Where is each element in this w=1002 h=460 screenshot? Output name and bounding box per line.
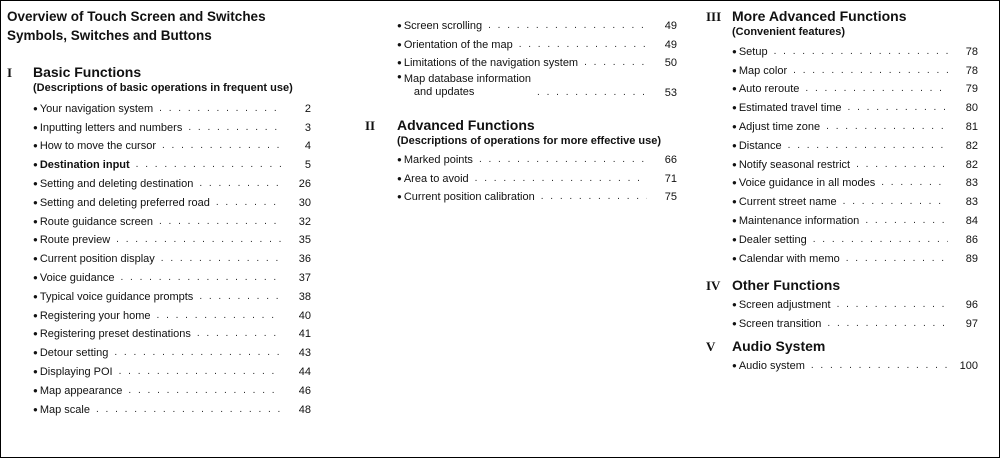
leader-dots (128, 385, 281, 397)
entry-label: Screen adjustment (738, 298, 831, 311)
entry-label: Audio system (738, 359, 805, 372)
toc-entry[interactable] (397, 32, 677, 51)
toc-entry[interactable] (33, 190, 311, 209)
bullet-icon: ● (732, 140, 737, 150)
entry-page: 86 (965, 233, 978, 246)
entry-page: 44 (298, 365, 311, 378)
bullet-icon: ● (33, 103, 38, 113)
section-subtitle: (Descriptions of basic operations in frequent use) (33, 82, 293, 94)
entry-page: 84 (965, 214, 978, 227)
toc-entry[interactable] (33, 115, 311, 134)
entry-page: 49 (664, 38, 677, 51)
entry-page: 100 (959, 359, 978, 372)
bullet-icon: ● (33, 235, 38, 245)
entry-page: 78 (965, 45, 978, 58)
bullet-icon: ● (732, 197, 737, 207)
leader-dots (788, 140, 948, 152)
toc-entry[interactable] (732, 133, 978, 152)
section-title: More Advanced Functions (732, 8, 907, 24)
bullet-icon: ● (33, 310, 38, 320)
section-basic (7, 64, 293, 95)
leader-dots (114, 347, 281, 359)
toc-entry[interactable] (33, 322, 311, 341)
section-title: Other Functions (732, 277, 841, 293)
toc-entry[interactable] (732, 152, 978, 171)
entry-label: Notify seasonal restrict (738, 158, 851, 171)
toc-entry[interactable] (732, 95, 978, 114)
bullet-icon: ● (33, 122, 38, 132)
entry-label: Estimated travel time (738, 102, 842, 115)
entry-label: Voice guidance in all modes (738, 177, 876, 190)
bullet-icon: ● (33, 272, 38, 282)
entry-label: Calendar with memo (738, 252, 840, 265)
entry-page: 75 (664, 191, 677, 204)
bullet-icon: ● (33, 366, 38, 376)
section-numeral: III (706, 9, 722, 24)
bullet-icon: ● (33, 141, 38, 151)
bullet-icon: ● (397, 58, 402, 68)
toc-entry[interactable] (33, 246, 311, 265)
leader-dots (162, 140, 281, 152)
entry-page: 96 (965, 298, 978, 311)
leader-dots (881, 177, 948, 189)
leader-dots (793, 65, 948, 77)
entry-page: 3 (304, 121, 311, 134)
toc-entry[interactable] (33, 284, 311, 303)
entry-page: 5 (304, 159, 311, 172)
entry-label: Route preview (39, 234, 111, 247)
entry-page: 83 (965, 177, 978, 190)
toc-entry[interactable] (732, 208, 978, 227)
bullet-icon: ● (33, 348, 38, 358)
bullet-icon: ● (732, 121, 737, 131)
entry-label: Map appearance (39, 384, 123, 397)
toc-entry[interactable] (732, 292, 978, 311)
toc-entry[interactable] (397, 69, 677, 99)
entry-label-line-1: Map database information (403, 73, 532, 86)
entry-page: 82 (965, 158, 978, 171)
entry-page: 32 (298, 215, 311, 228)
entry-page: 37 (298, 271, 311, 284)
entry-label: Current position display (39, 253, 155, 266)
basic-continued-list (397, 13, 677, 99)
toc-entry[interactable] (397, 166, 677, 185)
entry-label: Distance (738, 139, 782, 152)
section-heading (365, 117, 661, 134)
leader-dots (519, 39, 647, 51)
leader-dots (865, 215, 948, 227)
entry-page: 35 (298, 234, 311, 247)
section-numeral: IV (706, 278, 721, 293)
section-title: Advanced Functions (397, 117, 535, 133)
leader-dots (116, 234, 281, 246)
entry-label: Registering preset destinations (39, 328, 191, 341)
toc-entry[interactable] (33, 152, 311, 171)
entry-page: 38 (298, 290, 311, 303)
bullet-icon: ● (397, 173, 402, 183)
section-title: Basic Functions (33, 64, 142, 80)
bullet-icon: ● (397, 154, 402, 164)
toc-entry[interactable] (732, 77, 978, 96)
entry-label: Your navigation system (39, 102, 154, 115)
entry-label: Map scale (39, 403, 90, 416)
section-numeral: I (7, 65, 13, 80)
toc-entry[interactable] (33, 397, 311, 416)
bullet-icon: ● (732, 46, 737, 56)
leader-dots (837, 299, 948, 311)
leader-dots (157, 310, 281, 322)
more-advanced-items-list (732, 39, 978, 265)
entry-page: 36 (298, 253, 311, 266)
leader-dots (774, 46, 948, 58)
bullet-icon: ● (397, 39, 402, 49)
leader-dots (846, 253, 948, 265)
leader-dots (488, 20, 647, 32)
bullet-icon: ● (732, 215, 737, 225)
leader-dots (161, 253, 281, 265)
section-subtitle: (Descriptions of operations for more effective use) (397, 135, 662, 147)
leader-dots (188, 122, 281, 134)
entry-label: Screen scrolling (403, 19, 483, 32)
leader-dots (584, 57, 647, 69)
entry-page: 48 (298, 403, 311, 416)
leader-dots (197, 328, 281, 340)
bullet-icon: ● (732, 318, 737, 328)
leader-dots (199, 178, 281, 190)
entry-label: Destination input (39, 159, 130, 172)
bullet-icon: ● (397, 20, 402, 30)
entry-page: 4 (304, 140, 311, 153)
entry-label: Voice guidance (39, 271, 115, 284)
leader-dots (813, 234, 948, 246)
bullet-icon: ● (397, 192, 402, 202)
entry-label: Displaying POI (39, 365, 113, 378)
entry-label: Setting and deleting preferred road (39, 196, 210, 209)
entry-page: 30 (298, 196, 311, 209)
bullet-icon: ● (732, 65, 737, 75)
entry-label: Adjust time zone (738, 120, 821, 133)
entry-label: Orientation of the map (403, 38, 513, 51)
entry-label: Marked points (403, 153, 473, 166)
leader-dots (475, 173, 647, 185)
bullet-icon: ● (397, 72, 402, 82)
entry-label: Detour setting (39, 347, 109, 360)
toc-entry[interactable] (33, 171, 311, 190)
entry-label: Typical voice guidance prompts (39, 290, 194, 303)
leader-dots (537, 87, 647, 99)
header-line-2: Symbols, Switches and Buttons (7, 28, 212, 43)
entry-label-line-2: and updates (413, 86, 475, 99)
toc-entry[interactable] (397, 185, 677, 204)
leader-dots (856, 159, 948, 171)
toc-entry[interactable] (732, 171, 978, 190)
entry-page: 49 (664, 19, 677, 32)
entry-page: 41 (298, 328, 311, 341)
entry-label: Limitations of the navigation system (403, 57, 579, 70)
bullet-icon: ● (33, 291, 38, 301)
entry-page: 43 (298, 347, 311, 360)
entry-page: 26 (298, 177, 311, 190)
bullet-icon: ● (732, 103, 737, 113)
toc-entry[interactable] (33, 303, 311, 322)
entry-page: 66 (664, 153, 677, 166)
bullet-icon: ● (33, 329, 38, 339)
entry-page: 79 (965, 83, 978, 96)
leader-dots (136, 159, 281, 171)
toc-entry[interactable] (33, 340, 311, 359)
leader-dots (848, 102, 948, 114)
toc-entry[interactable] (397, 147, 677, 166)
bullet-icon: ● (732, 299, 737, 309)
toc-entry[interactable] (732, 58, 978, 77)
leader-dots (199, 291, 281, 303)
entry-page: 78 (965, 64, 978, 77)
entry-page: 40 (298, 309, 311, 322)
entry-label: Area to avoid (403, 172, 469, 185)
toc-entry[interactable] (33, 359, 311, 378)
bullet-icon: ● (732, 84, 737, 94)
leader-dots (843, 196, 948, 208)
entry-label: Current street name (738, 196, 837, 209)
entry-label: Map color (738, 64, 788, 77)
leader-dots (96, 404, 281, 416)
leader-dots (826, 121, 948, 133)
entry-label: Setup (738, 45, 768, 58)
entry-page: 71 (664, 172, 677, 185)
entry-page: 2 (304, 102, 311, 115)
section-more-advanced (706, 8, 907, 39)
entry-page: 83 (965, 196, 978, 209)
section-heading (7, 64, 293, 81)
entry-label: Auto reroute (738, 83, 800, 96)
bullet-icon: ● (732, 159, 737, 169)
entry-page: 53 (664, 87, 677, 100)
leader-dots (805, 83, 948, 95)
bullet-icon: ● (33, 178, 38, 188)
section-title: Audio System (732, 338, 826, 354)
entry-label: Dealer setting (738, 233, 807, 246)
entry-label: Maintenance information (738, 214, 860, 227)
entry-page: 80 (965, 102, 978, 115)
toc-entry[interactable] (732, 189, 978, 208)
entry-label: Screen transition (738, 317, 822, 330)
leader-dots (541, 191, 647, 203)
entry-page: 81 (965, 120, 978, 133)
toc-entry[interactable] (732, 311, 978, 330)
section-heading (706, 8, 907, 25)
toc-entry[interactable] (33, 134, 311, 153)
bullet-icon: ● (732, 360, 737, 370)
leader-dots (119, 366, 281, 378)
toc-entry[interactable] (33, 378, 311, 397)
toc-entry[interactable] (732, 39, 978, 58)
leader-dots (811, 360, 948, 372)
bullet-icon: ● (732, 253, 737, 263)
bullet-icon: ● (33, 160, 38, 170)
bullet-icon: ● (33, 197, 38, 207)
leader-dots (827, 318, 948, 330)
entry-label (404, 73, 531, 99)
bullet-icon: ● (33, 254, 38, 264)
bullet-icon: ● (33, 216, 38, 226)
toc-entry[interactable] (732, 353, 978, 372)
entry-page: 89 (965, 252, 978, 265)
leader-dots (159, 216, 281, 228)
leader-dots (159, 103, 281, 115)
section-numeral: II (365, 118, 376, 133)
toc-entry[interactable] (397, 13, 677, 32)
page-header (7, 7, 266, 45)
leader-dots (479, 154, 647, 166)
entry-label: How to move the cursor (39, 140, 156, 153)
other-items-list (732, 292, 978, 330)
toc-entry[interactable] (33, 265, 311, 284)
basic-items-list (33, 96, 311, 416)
toc-entry[interactable] (732, 246, 978, 265)
entry-page: 82 (965, 139, 978, 152)
section-advanced (365, 117, 661, 148)
entry-page: 97 (965, 317, 978, 330)
toc-entry[interactable] (33, 96, 311, 115)
toc-entry[interactable] (33, 209, 311, 228)
entry-label: Route guidance screen (39, 215, 153, 228)
entry-label: Setting and deleting destination (39, 177, 194, 190)
audio-items-list (732, 353, 978, 372)
section-subtitle: (Convenient features) (732, 26, 846, 38)
advanced-items-list (397, 147, 677, 203)
header-line-1: Overview of Touch Screen and Switches (7, 9, 266, 24)
toc-entry[interactable] (732, 227, 978, 246)
entry-label: Current position calibration (403, 191, 535, 204)
entry-page: 46 (298, 384, 311, 397)
bullet-icon: ● (33, 404, 38, 414)
entry-label: Registering your home (39, 309, 151, 322)
toc-entry[interactable] (397, 51, 677, 70)
toc-entry[interactable] (732, 114, 978, 133)
leader-dots (120, 272, 281, 284)
entry-page: 50 (664, 57, 677, 70)
leader-dots (216, 197, 281, 209)
section-numeral: V (706, 339, 716, 354)
bullet-icon: ● (732, 178, 737, 188)
entry-label: Inputting letters and numbers (39, 121, 183, 134)
bullet-icon: ● (732, 234, 737, 244)
toc-entry[interactable] (33, 228, 311, 247)
bullet-icon: ● (33, 385, 38, 395)
